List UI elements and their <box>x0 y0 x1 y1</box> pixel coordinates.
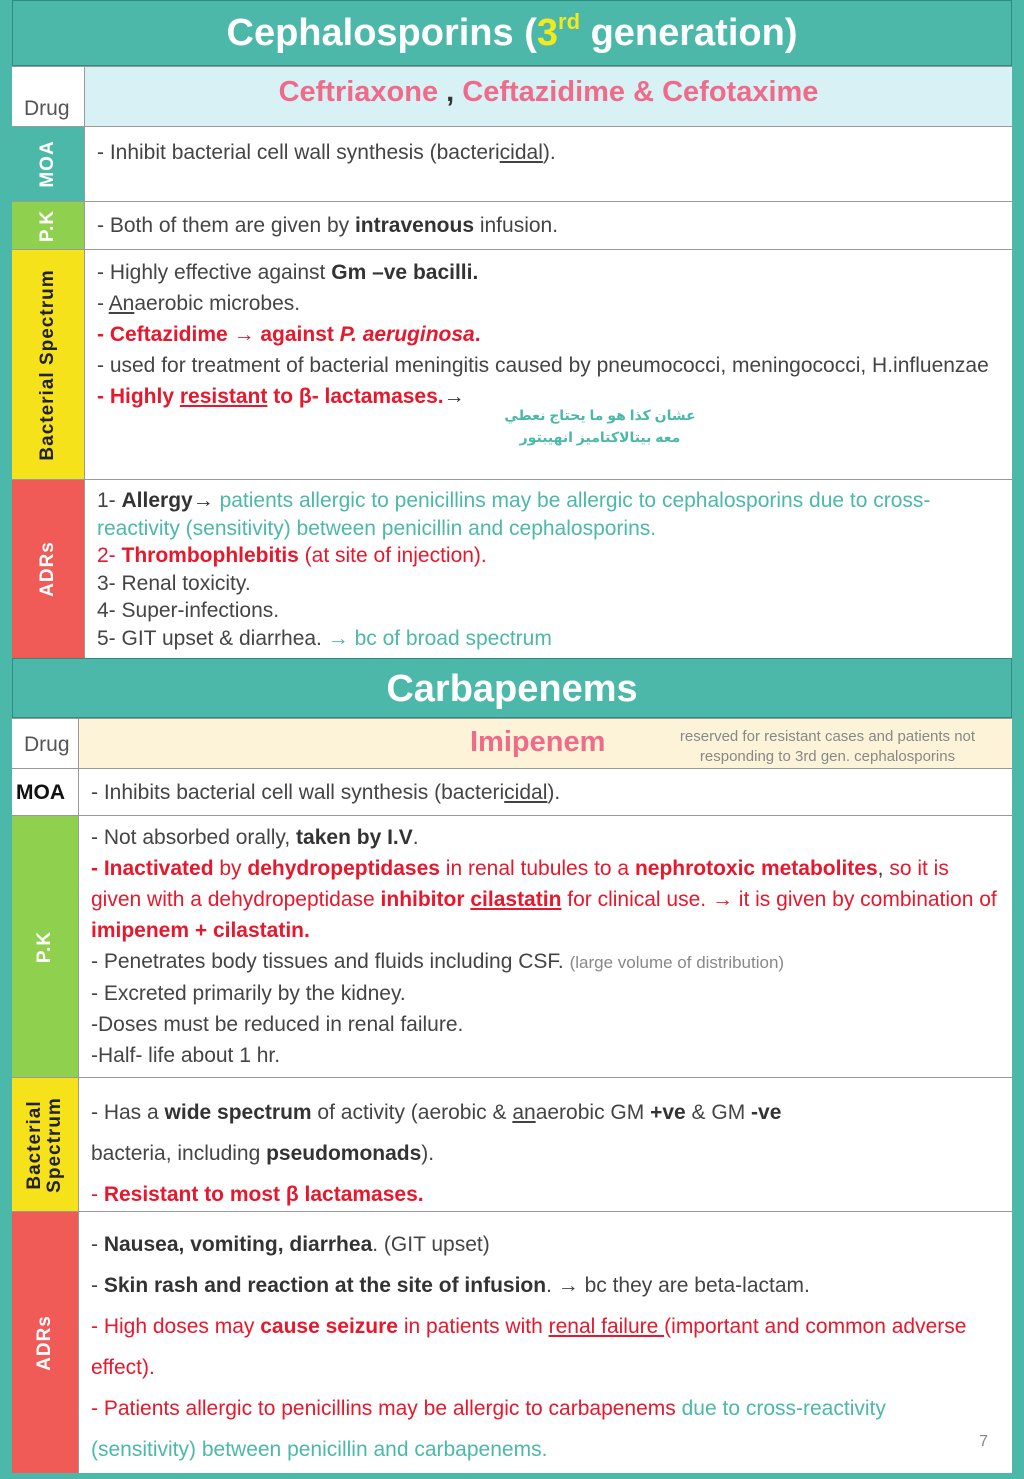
carb-spec-1-b2: +ve <box>650 1101 686 1124</box>
carb-pk-1-bold: taken by I.V <box>296 826 413 849</box>
spectrum-line-1 <box>97 257 1000 288</box>
drug-ceftazidime-cefotaxime: Ceftazidime & Cefotaxime <box>462 76 819 108</box>
carb-adr-3-d: (important and common adverse effect). <box>91 1315 967 1379</box>
carb-moa-pre: - Inhibits bacterial cell wall synthesis (bacteri <box>91 781 505 804</box>
spec-l2-pre: - <box>97 292 109 315</box>
spectrum-line-4: - used for treatment of bacterial meningitis caused by pneumococci, meningococci, H.influenzae <box>97 354 989 377</box>
carb-spec-1b-post: ). <box>421 1142 435 1165</box>
carb-spectrum-label <box>25 1097 65 1193</box>
adr-5 <box>97 625 1000 653</box>
page-number: 7 <box>979 1433 988 1450</box>
carb-drug-label: Drug <box>24 733 70 756</box>
adr-1 <box>97 487 1000 542</box>
drug-names-cell <box>85 67 1012 126</box>
carb-pk-label: P.K <box>34 930 55 963</box>
carb-spectrum-content <box>79 1078 1012 1211</box>
spectrum-line-2 <box>97 288 1000 319</box>
spec-l3-c: . <box>474 323 481 346</box>
carb-pk-label-cell <box>12 816 79 1077</box>
carb-spec-1b-pre: bacteria, including <box>91 1142 267 1165</box>
adr-1-bold: Allergy <box>121 489 193 512</box>
carb-spec-1 <box>91 1092 1000 1133</box>
title-pre: Cephalosporins ( <box>226 12 537 54</box>
carb-adr-3-a: - High doses may <box>91 1315 261 1338</box>
moa-text-post: ). <box>542 141 556 164</box>
carb-adr-2 <box>91 1265 972 1306</box>
spec-l3-organism: P. aeruginosa <box>339 323 475 346</box>
carb-adr-2-post: . → bc they are beta-lactam. <box>546 1274 810 1297</box>
carb-adr-2-bold: Skin rash and reaction at the site of infusion <box>103 1274 547 1297</box>
pk-content <box>85 202 1012 249</box>
moa-text <box>97 137 1000 168</box>
pk-pre: - Both of them are given by <box>97 214 355 237</box>
spec-l3-a: - Ceftazidime → against <box>97 323 340 346</box>
carb-pk-3 <box>91 946 1000 978</box>
carb-adrs-row <box>12 1211 1012 1473</box>
carb-adr-3-b: cause seizure <box>260 1315 398 1338</box>
carb-spectrum-label-2: Spectrum <box>44 1096 65 1193</box>
adr-1-num: 1- <box>97 489 122 512</box>
adr-4: 4- Super-infections. <box>97 599 280 622</box>
carb-adr-3-u: renal failure <box>548 1315 665 1338</box>
moa-row <box>12 126 1012 201</box>
arabic-note-line-2: معه بيتالاكتاميز انهيبتور <box>519 429 681 445</box>
adr-5-pre: 5- GIT upset & diarrhea. <box>97 626 328 650</box>
carb-adrs-label-cell <box>12 1212 79 1473</box>
spec-l2-u: An <box>108 292 135 315</box>
adr-3: 3- Renal toxicity. <box>97 571 251 595</box>
carb-moa-content <box>79 769 1012 815</box>
section-title-carbapenems: Carbapenems <box>12 658 1012 718</box>
adr-2-post: (at site of injection). <box>298 544 487 567</box>
carb-adr-2-pre: - <box>91 1274 104 1297</box>
carb-adr-3-c: in patients with <box>398 1315 549 1338</box>
carb-pk-2-a: - Inactivated <box>91 857 214 880</box>
moa-text-pre: - Inhibit bacterial cell wall synthesis (bacteri <box>97 141 500 164</box>
carb-pk-1-post: . <box>412 826 419 849</box>
title-superscript: rd <box>558 9 581 34</box>
carb-adr-4-red: - Patients allergic to penicillins may be allergic to carbapenems <box>91 1397 676 1420</box>
drug-row <box>12 66 1012 126</box>
carb-pk-2-c: dehydropeptidases <box>247 857 440 880</box>
carb-pk-4: - Excreted primarily by the kidney. <box>91 982 406 1005</box>
spec-l5-a: - Highly <box>97 385 180 408</box>
spec-l5-b: to β- lactamases. <box>267 385 444 408</box>
carb-spec-2-a: - <box>91 1183 104 1206</box>
carb-pk-2 <box>91 853 1000 946</box>
adrs-row <box>12 479 1012 658</box>
pk-label-cell <box>12 202 85 249</box>
carb-spec-1-mid3: & GM <box>685 1101 752 1124</box>
carb-pk-6: -Half- life about 1 hr. <box>91 1044 281 1067</box>
carb-pk-content <box>79 816 1012 1077</box>
carb-spec-1b <box>91 1133 1000 1174</box>
carb-spec-1-mid2: aerobic GM <box>535 1101 651 1124</box>
carb-pk-2-cilastatin: cilastatin <box>470 888 562 911</box>
spectrum-label-cell <box>12 250 85 479</box>
carb-adrs-content <box>79 1212 1012 1473</box>
carb-adr-1-post: . (GIT upset) <box>372 1233 490 1256</box>
carb-spec-1-pre: - Has a <box>91 1101 165 1124</box>
title-number: 3 <box>536 12 559 54</box>
moa-label-cell <box>12 127 85 201</box>
pk-row <box>12 201 1012 249</box>
carb-pk-row <box>12 815 1012 1077</box>
carb-adr-4-teal: due to cross-reactivity (sensitivity) between penicillin and carbapenems. <box>91 1397 886 1461</box>
spectrum-line-3 <box>97 319 1000 350</box>
carb-adrs-label: ADRs <box>34 1314 55 1371</box>
carb-pk-1 <box>91 822 1000 853</box>
arabic-note <box>500 404 700 448</box>
drug-label-cell <box>12 67 85 126</box>
carb-moa-post: ). <box>547 781 561 804</box>
adr-2-num: 2- <box>97 544 122 567</box>
spec-l2-post: aerobic microbes. <box>134 292 301 315</box>
carb-adr-1-bold: Nausea, vomiting, diarrhea <box>103 1233 373 1256</box>
pk-post: infusion. <box>474 214 559 237</box>
carb-adr-3 <box>91 1306 972 1388</box>
carb-moa-label: MOA <box>16 781 65 804</box>
arabic-note-line-1: عشان كذا هو ما يحتاج نعطي <box>504 407 696 423</box>
spec-l1-bold: Gm –ve bacilli. <box>331 261 479 284</box>
moa-label: MOA <box>37 140 58 188</box>
section-title-cephalosporins <box>12 0 1012 66</box>
drug-label: Drug <box>24 97 70 120</box>
carb-pk-2-e: nephrotoxic metabolites <box>634 857 878 880</box>
carb-spec-2 <box>91 1174 1000 1215</box>
carb-pk-2-h: inhibitor <box>380 888 465 911</box>
carb-spec-1b-bold: pseudomonads <box>266 1142 422 1165</box>
carb-pk-2-k: imipenem + cilastatin. <box>91 919 310 942</box>
carb-pk-5: -Doses must be reduced in renal failure. <box>91 1013 464 1036</box>
carb-adr-4 <box>91 1388 972 1470</box>
spec-l5-arrow: → <box>443 385 465 408</box>
carb-pk-1-pre: - Not absorbed orally, <box>91 826 297 849</box>
adr-2 <box>97 542 1000 570</box>
carb-pk-2-f: , <box>877 857 884 880</box>
carb-pk-2-g: so it is given with a dehydropeptidase <box>91 857 949 911</box>
adr-2-bold: Thrombophlebitis <box>121 544 299 567</box>
carb-spectrum-row <box>12 1077 1012 1211</box>
carb-pk-3-note: (large volume of distribution) <box>569 953 785 972</box>
reserve-note: reserved for resistant cases and patients not responding to 3rd gen. cephalosporins <box>679 728 976 765</box>
drug-ceftriaxone: Ceftriaxone <box>278 76 439 108</box>
adr-1-arrow: → <box>192 489 220 512</box>
drug-imipenem: Imipenem <box>470 726 606 758</box>
carb-moa-cidal: cidal <box>504 781 548 804</box>
carb-moa-text <box>91 777 1000 808</box>
carb-moa-label-cell <box>12 769 79 815</box>
carb-spectrum-label-cell <box>12 1078 79 1211</box>
carb-drug-label-cell <box>12 719 79 768</box>
carb-pk-2-j: for clinical use. → it is given by combination of <box>561 888 997 911</box>
adrs-label-cell <box>12 480 85 658</box>
carb-pk-3-pre: - Penetrates body tissues and fluids including CSF. <box>91 950 570 973</box>
carb-spec-1-b3: -ve <box>751 1101 782 1124</box>
carb-spec-1-u: an <box>512 1101 536 1124</box>
carb-moa-row <box>12 768 1012 815</box>
carb-pk-2-b: by <box>213 857 248 880</box>
carb-pk-2-d: in renal tubules to a <box>439 857 635 880</box>
adrs-content <box>85 480 1012 658</box>
pk-text <box>97 210 1000 241</box>
spec-l1-pre: - Highly effective against <box>97 261 332 284</box>
carb-spec-2-b: Resistant to most β lactamases. <box>103 1183 424 1206</box>
adrs-label: ADRs <box>37 541 58 597</box>
adr-1-teal: patients allergic to penicillins may be allergic to cephalosporins due to cross-reactivity (sensitivity) between penicillin and cephalosporins. <box>97 489 931 540</box>
carb-spec-1-bold: wide spectrum <box>164 1101 312 1124</box>
drug-separator: , <box>438 76 463 108</box>
adr-5-teal: → bc of broad spectrum <box>327 626 552 650</box>
moa-text-cidal: cidal <box>499 141 543 164</box>
carb-spectrum-label-1: Bacterial <box>24 1099 45 1190</box>
spec-l5-resistant: resistant <box>179 385 268 408</box>
pk-label: P.K <box>37 209 58 242</box>
spectrum-label: Bacterial Spectrum <box>37 268 58 461</box>
carb-spec-1-mid: of activity (aerobic & <box>311 1101 513 1124</box>
pk-bold: intravenous <box>354 214 474 237</box>
carb-adr-1-pre: - <box>91 1233 104 1256</box>
carb-adr-1 <box>91 1224 972 1265</box>
moa-content <box>85 127 1012 201</box>
title-post: generation) <box>580 12 798 54</box>
